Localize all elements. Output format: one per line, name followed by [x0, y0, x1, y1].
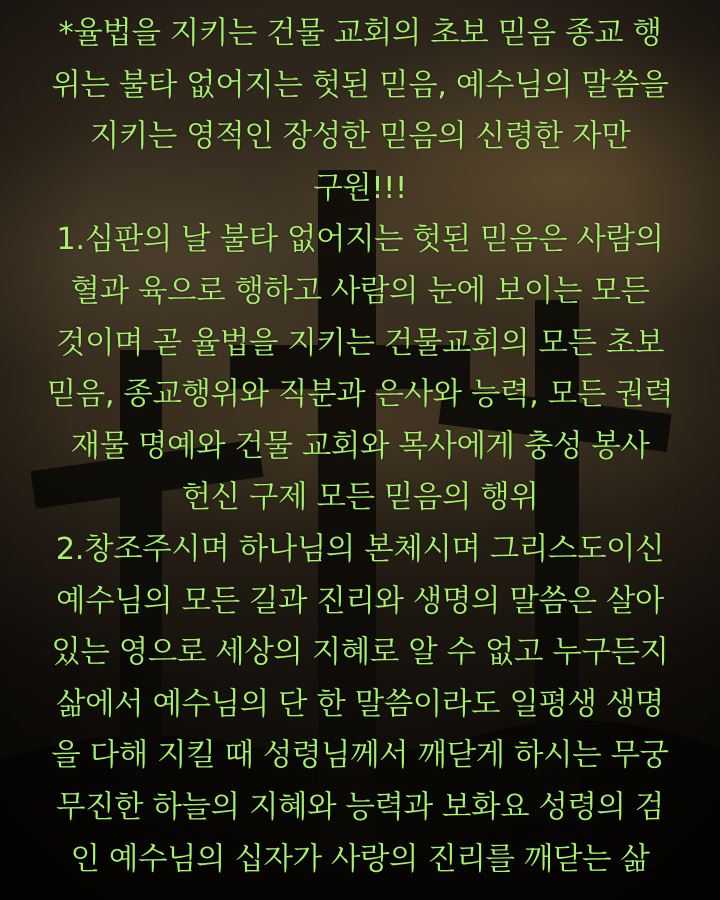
text-line: 재물 명예와 건물 교회와 목사에게 충성 봉사 [70, 428, 650, 464]
text-line: 2.창조주시며 하나님의 본체시며 그리스도이신 [55, 531, 665, 567]
text-line: 예수님의 모든 길과 진리와 생명의 말씀은 살아 [56, 583, 664, 619]
text-line: 혈과 육으로 행하고 사람의 눈에 보이는 모든 [70, 273, 650, 309]
text-line: 믿음, 종교행위와 직분과 은사와 능력, 모든 권력 [46, 377, 674, 413]
text-line: 구원!!! [313, 170, 407, 206]
sermon-text [6, 8, 714, 885]
text-line: 무진한 하늘의 지혜와 능력과 보화요 성령의 검 [56, 789, 664, 825]
text-line: 헌신 구제 모든 믿음의 행위 [181, 480, 539, 516]
text-line: 위는 불타 없어지는 헛된 믿음, 예수님의 말씀을 [51, 67, 669, 103]
text-line: *율법을 지키는 건물 교회의 초보 믿음 종교 행 [58, 16, 662, 51]
text-line: 있는 영으로 세상의 지혜로 알 수 없고 누구든지 [51, 635, 669, 671]
text-line: 을 다해 지킬 때 성령님께서 깨닫게 하시는 무궁 [51, 738, 669, 774]
text-line: 1.심판의 날 불타 없어지는 헛된 믿음은 사람의 [56, 222, 664, 258]
text-line: 지키는 영적인 장성한 믿음의 신령한 자만 [89, 119, 631, 155]
text-line: 삶에서 예수님의 단 한 말씀이라도 일평생 생명 [56, 686, 664, 722]
text-line: 것이며 곧 율법을 지키는 건물교회의 모든 초보 [56, 325, 664, 361]
text-line: 인 예수님의 십자가 사랑의 진리를 깨닫는 삶 [70, 841, 650, 877]
